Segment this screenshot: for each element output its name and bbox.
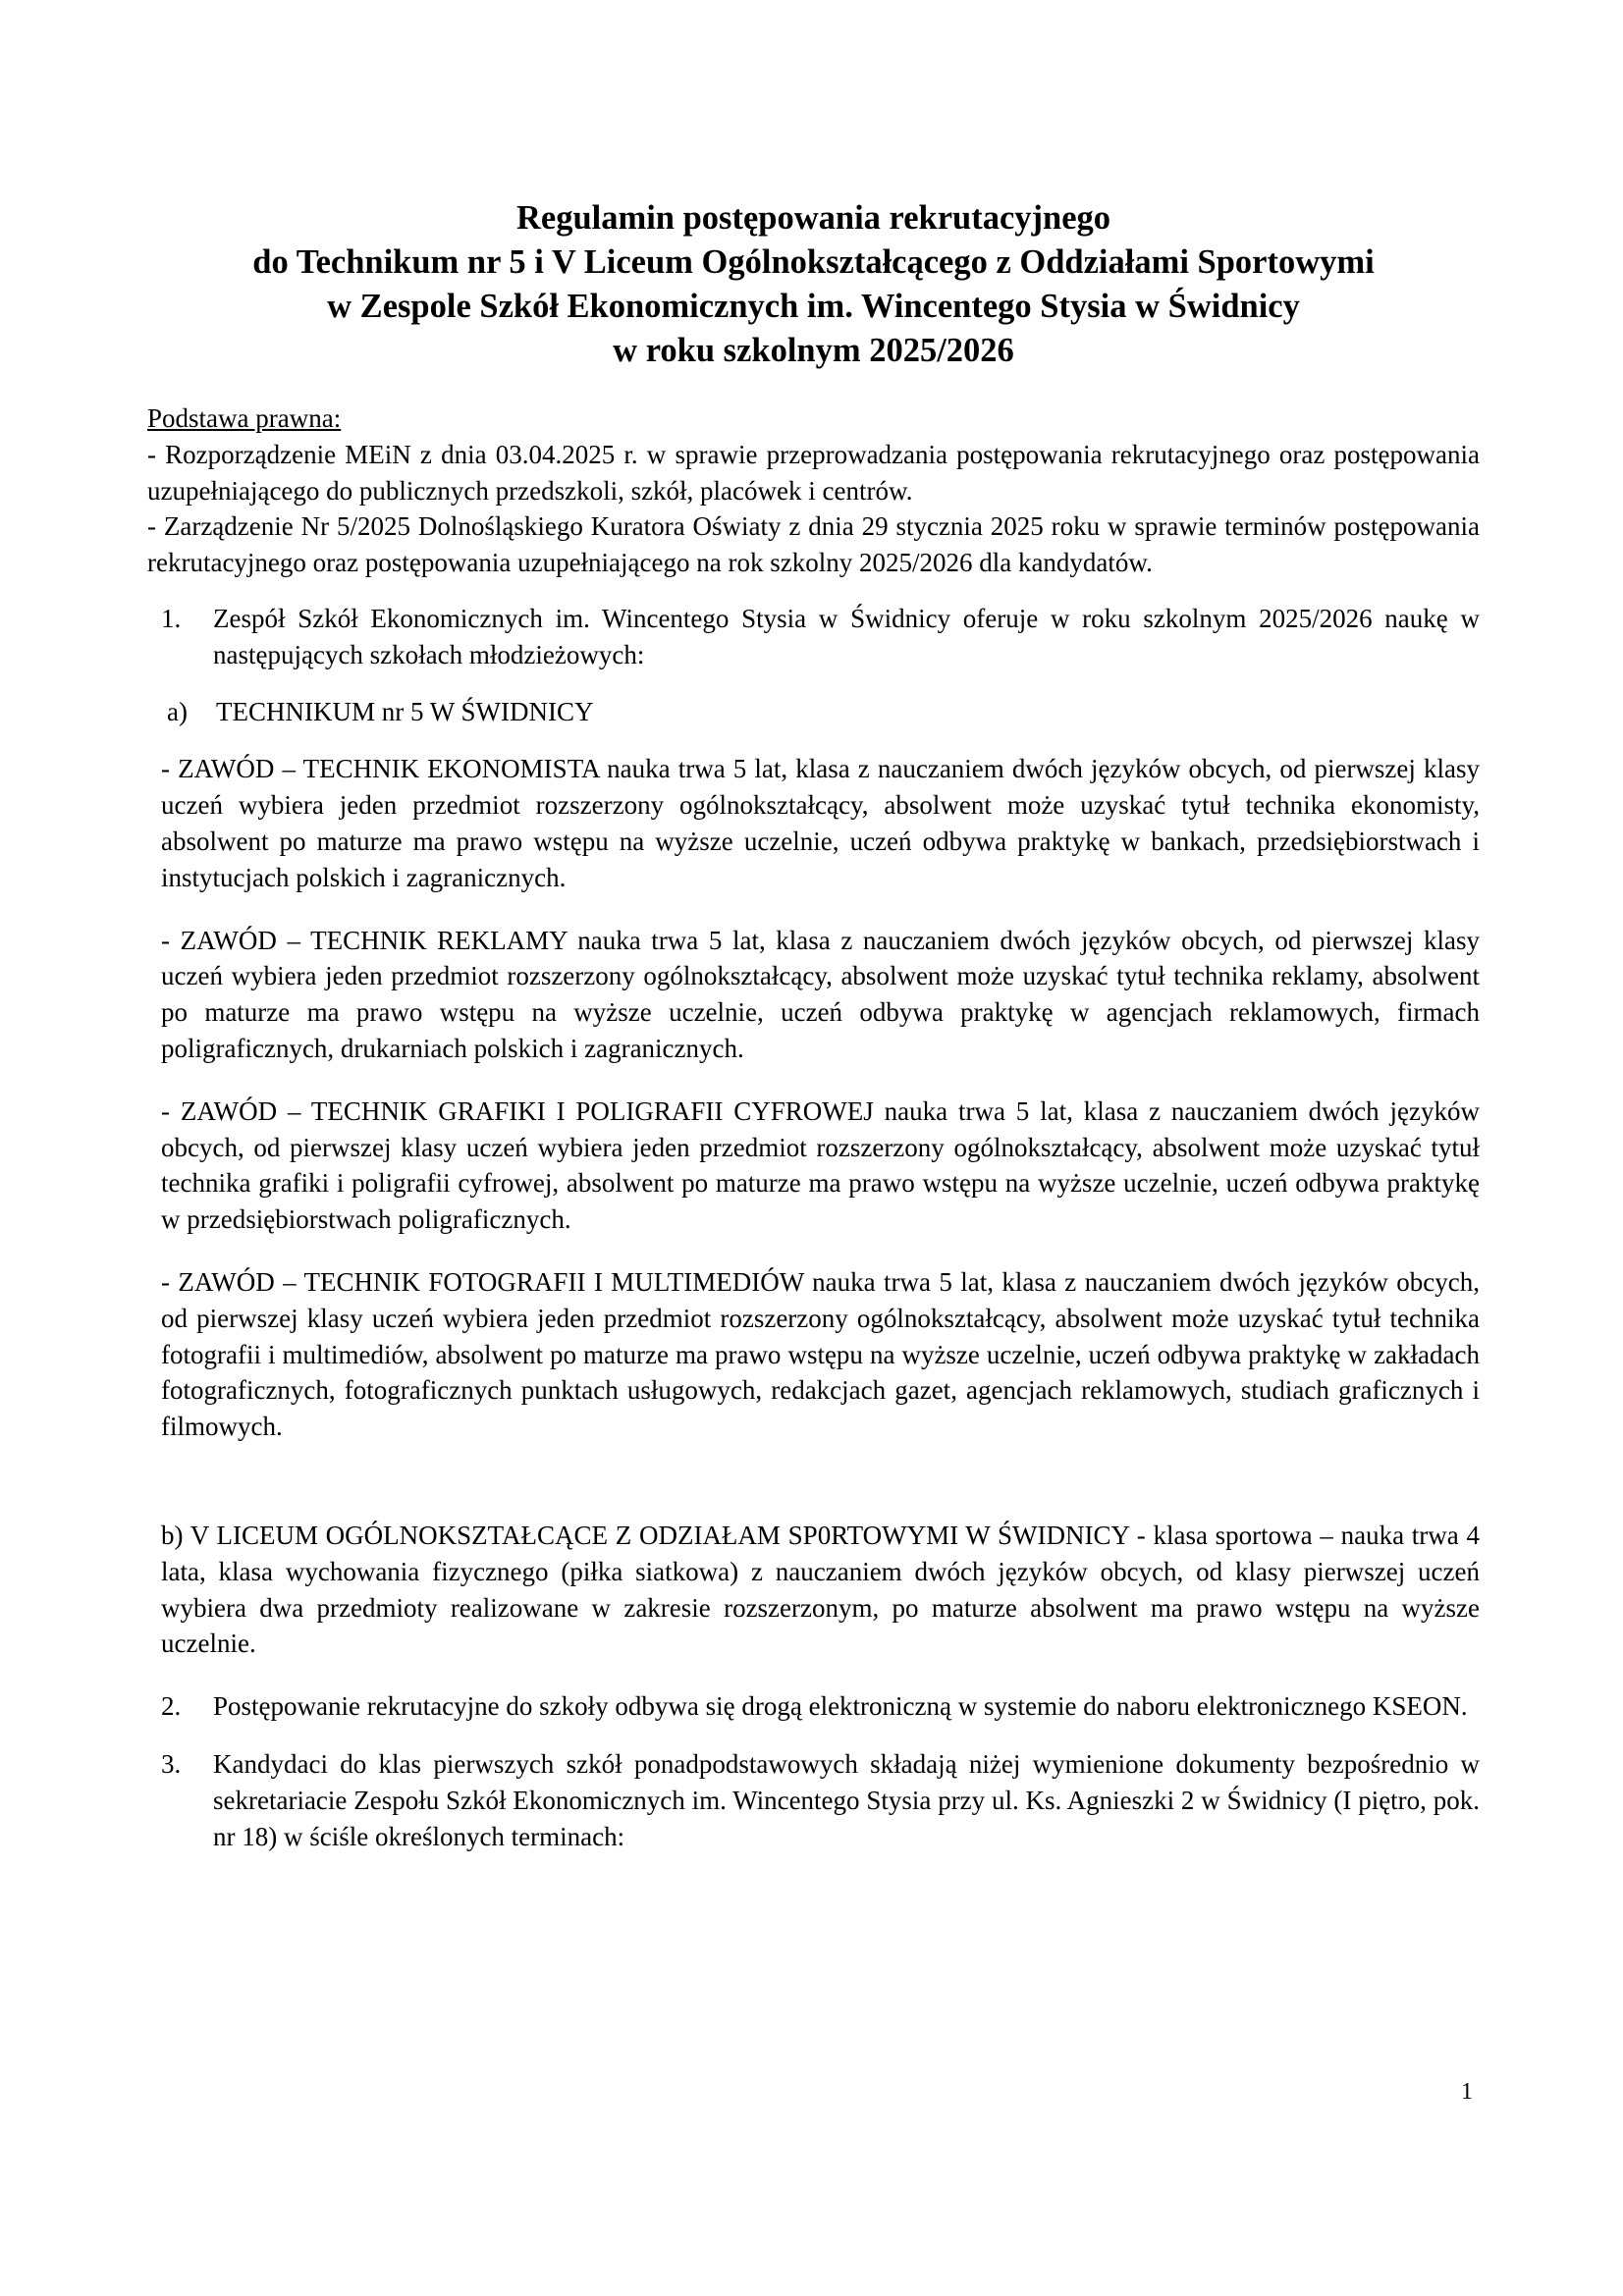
list-item-3	[147, 1746, 1480, 1854]
profession-economist: - ZAWÓD – TECHNIK EKONOMISTA nauka trwa 5 lat, klasa z nauczaniem dwóch języków obcych, od pierwszej klasy uczeń wybiera jeden przedmiot rozszerzony ogólnokształcący, absolwent może uzyskać tytuł technika ekonomisty, absolwent po maturze ma prawo wstępu na wyższe uczelnie, uczeń odbywa praktykę w bankach, przedsiębiorstwach i instytucjach polskich i zagranicznych.	[161, 754, 1480, 892]
list-item-2	[147, 1688, 1480, 1725]
profession-photography: - ZAWÓD – TECHNIK FOTOGRAFII I MULTIMEDIÓW nauka trwa 5 lat, klasa z nauczaniem dwóch języków obcych, od pierwszej klasy uczeń wybiera jeden przedmiot rozszerzony ogólnokształcący, absolwent może uzyskać tytuł technika fotografii i multimediów, absolwent po maturze ma prawo wstępu na wyższe uczelnie, uczeń odbywa praktykę w zakładach fotograficznych, fotograficznych punktach usługowych, redakcjach gazet, agencjach reklamowych, studiach graficznych i filmowych.	[161, 1266, 1480, 1442]
legal-basis-item-2: - Zarządzenie Nr 5/2025 Dolnośląskiego Kuratora Oświaty z dnia 29 stycznia 2025 roku w sprawie terminów postępowania rekrutacyjnego oraz postępowania uzupełniającego na rok szkolny 2025/2026 dla kandydatów.	[147, 511, 1480, 578]
list-number: 3.	[161, 1748, 182, 1779]
list-number: 2.	[161, 1691, 182, 1722]
section-a-title: TECHNIKUM nr 5 W ŚWIDNICY	[216, 696, 594, 726]
page-number: 1	[1461, 2079, 1473, 2105]
title-line-4: w roku szkolnym 2025/2026	[613, 332, 1014, 369]
section-a-label: a)	[167, 696, 188, 726]
legal-basis	[147, 400, 1480, 581]
list-item-text: Kandydaci do klas pierwszych szkół ponadpodstawowych składają niżej wymienione dokumenty bezpośrednio w sekretariacie Zespołu Szkół Ekonomicznych im. Wincentego Stysia przy ul. Ks. Agnieszki 2 w Świdnicy (I piętro, pok. nr 18) w ściśle określonych terminach:	[213, 1748, 1480, 1851]
legal-basis-item-1: - Rozporządzenie MEiN z dnia 03.04.2025 r. w sprawie przeprowadzania postępowania rekrutacyjnego oraz postępowania uzupełniającego do publicznych przedszkoli, szkół, placówek i centrów.	[147, 439, 1480, 506]
title-line-1: Regulamin postępowania rekrutacyjnego	[515, 199, 1111, 237]
profession-advertising: - ZAWÓD – TECHNIK REKLAMY nauka trwa 5 lat, klasa z nauczaniem dwóch języków obcych, od pierwszej klasy uczeń wybiera jeden przedmiot rozszerzony ogólnokształcący, absolwent może uzyskać tytuł technika reklamy, absolwent po maturze ma prawo wstępu na wyższe uczelnie, uczeń odbywa praktykę w agencjach reklamowych, firmach poligraficznych, drukarniach polskich i zagranicznych.	[161, 925, 1480, 1063]
profession-graphics: - ZAWÓD – TECHNIK GRAFIKI I POLIGRAFII CYFROWEJ nauka trwa 5 lat, klasa z nauczaniem dwóch języków obcych, od pierwszej klasy uczeń wybiera jeden przedmiot rozszerzony ogólnokształcący, absolwent może uzyskać tytuł technika grafiki i poligrafii cyfrowej, absolwent po maturze ma prawo wstępu na wyższe uczelnie, uczeń odbywa praktykę w przedsiębiorstwach poligraficznych.	[161, 1095, 1480, 1235]
list-number: 1.	[161, 603, 182, 633]
section-b: b) V LICEUM OGÓLNOKSZTAŁCĄCE Z ODZIAŁAM SP0RTOWYMI W ŚWIDNICY - klasa sportowa – nauka trwa 4 lata, klasa wychowania fizycznego (piłka siatkowa) z nauczaniem dwóch języków obcych, od klasy pierwszej uczeń wybiera dwa przedmioty realizowane w zakresie rozszerzonym, po maturze absolwent ma prawo wstępu na wyższe uczelnie.	[161, 1520, 1480, 1659]
document-title	[147, 196, 1480, 373]
title-line-2: do Technikum nr 5 i V Liceum Ogólnokształcącego z Oddziałami Sportowymi	[252, 243, 1375, 281]
document-content	[147, 196, 1480, 1854]
list-item-text: Postępowanie rekrutacyjne do szkoły odbywa się drogą elektroniczną w systemie do naboru elektronicznego KSEON.	[213, 1691, 1468, 1722]
legal-basis-heading: Podstawa prawna:	[147, 403, 342, 433]
section-a-heading	[147, 694, 1480, 730]
list-item-text: Zespół Szkół Ekonomicznych im. Wincentego Stysia w Świdnicy oferuje w roku szkolnym 2025/2026 naukę w następujących szkołach młodzieżowych:	[213, 603, 1480, 669]
list-item-1	[147, 601, 1480, 673]
title-line-3: w Zespole Szkół Ekonomicznych im. Wincentego Stysia w Świdnicy	[327, 288, 1300, 325]
